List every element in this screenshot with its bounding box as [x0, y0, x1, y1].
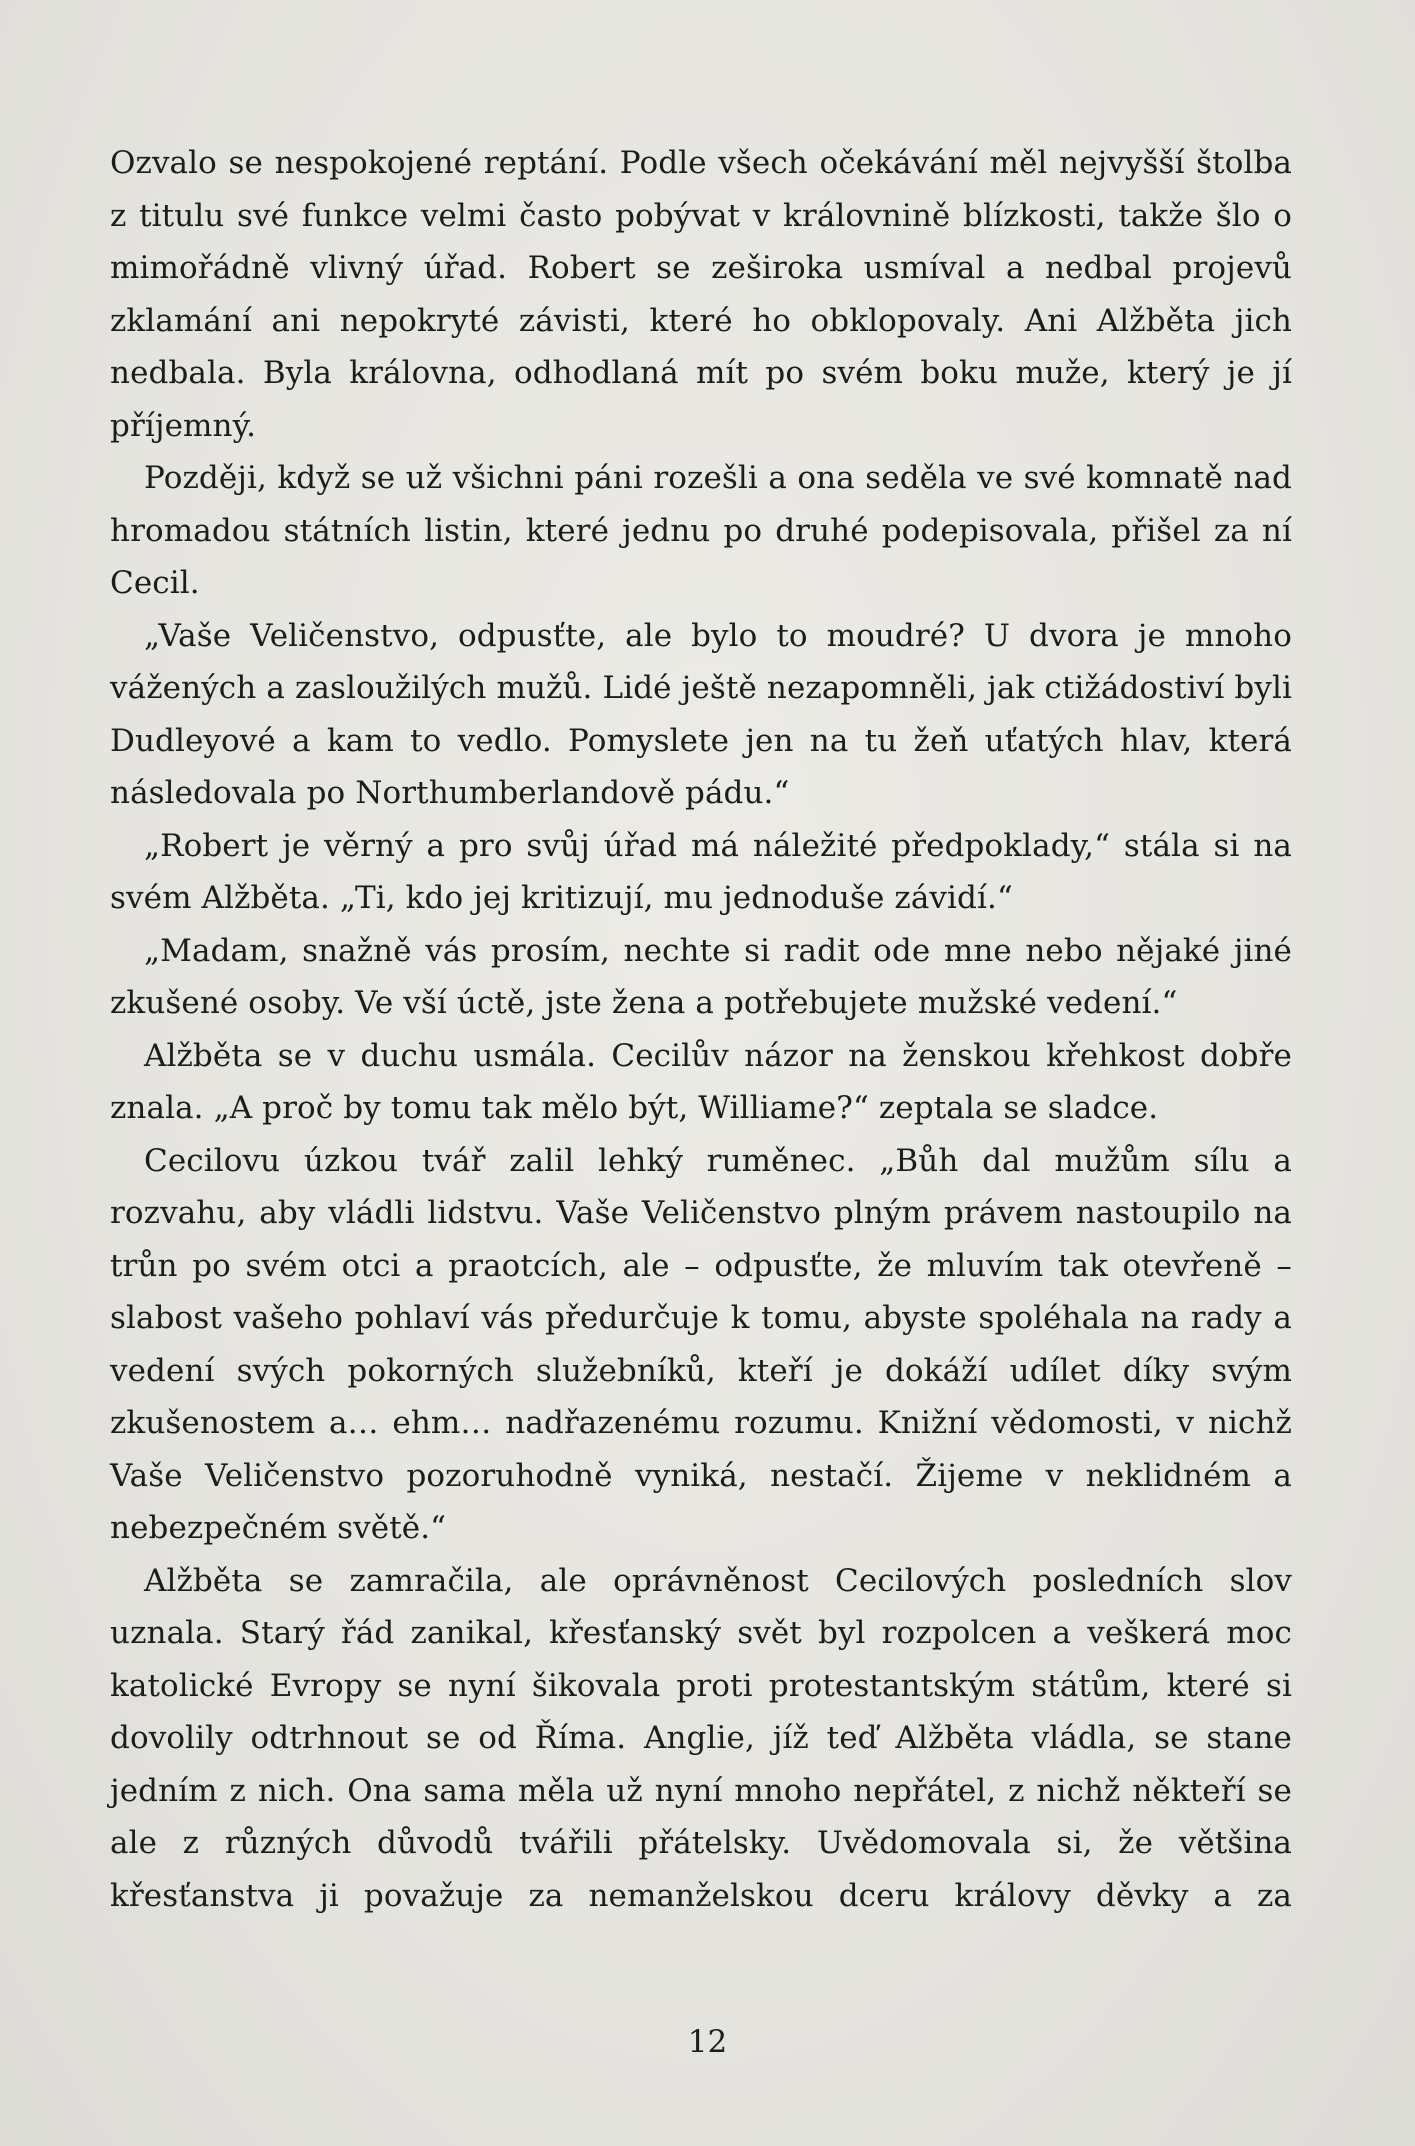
paragraph-5: „Madam, snažně vás prosím, nechte si radit ode mne nebo nějaké jiné zkušené osoby. Ve vší úctě, jste žena a potřebujete mužské vedení.“ [110, 932, 1292, 1021]
paragraph-3: „Vaše Veličenstvo, odpusťte, ale bylo to moudré? U dvora je mnoho vážených a zasloužilých mužů. Lidé ještě nezapomněli, jak ctižádostiví byli Dudleyové a kam to vedlo. Pomyslete jen na tu žeň uťatých hlav, která následovala po Northumberlandově pádu.“ [110, 617, 1292, 811]
paragraph-7: Cecilovu úzkou tvář zalil lehký ruměnec. „Bůh dal mužům sílu a rozvahu, aby vládli lidstvu. Vaše Veličenstvo plným právem nastoupilo na trůn po svém otci a praotcích, ale – odpusťte, že mluvím tak otevřeně – slabost vašeho pohlaví vás předurčuje k tomu, abyste spoléhala na rady a vedení svých pokorných služebníků, kteří je dokáží udílet díky svým zkušenostem a… ehm… nadřazenému rozumu. Knižní vědomosti, v nichž Vaše Veličenstvo pozoruhodně vyniká, nestačí. Žijeme v neklidném a nebezpečném světě.“ [110, 1142, 1292, 1546]
page-number: 12 [687, 2024, 728, 2060]
page-body-text [110, 137, 1292, 1922]
paragraph-8: Alžběta se zamračila, ale oprávněnost Cecilových posledních slov uznala. Starý řád zanikal, křesťanský svět byl rozpolcen a veškerá moc katolické Evropy se nyní šikovala proti protestantským státům, které si dovolily odtrhnout se od Říma. Anglie, jíž teď Alžběta vládla, se stane jedním z nich. Ona sama měla už nyní mnoho nepřátel, z nichž někteří se ale z různých důvodů tvářili přátelsky. Uvědomovala si, že většina křesťanstva ji považuje za nemanželskou dceru královy děvky a za [110, 1562, 1292, 1914]
paragraph-2: Později, když se už všichni páni rozešli a ona seděla ve své komnatě nad hromadou státních listin, které jednu po druhé podepisovala, přišel za ní Cecil. [110, 460, 1292, 601]
paragraph-6: Alžběta se v duchu usmála. Cecilův názor na ženskou křehkost dobře znala. „A proč by tomu tak mělo být, Williame?“ zeptala se sladce. [110, 1037, 1292, 1126]
paragraph-4: „Robert je věrný a pro svůj úřad má náležité předpoklady,“ stála si na svém Alžběta. „Ti, kdo jej kritizují, mu jednoduše závidí.“ [110, 827, 1292, 916]
paragraph-1: Ozvalo se nespokojené reptání. Podle všech očekávání měl nejvyšší štolba z titulu své funkce velmi často pobývat v královnině blízkosti, takže šlo o mimořádně vlivný úřad. Robert se zeširoka usmíval a nedbal projevů zklamání ani nepokryté závisti, které ho obklopovaly. Ani Alžběta jich nedbala. Byla královna, odhodlaná mít po svém boku muže, který je jí příjemný. [110, 145, 1292, 444]
